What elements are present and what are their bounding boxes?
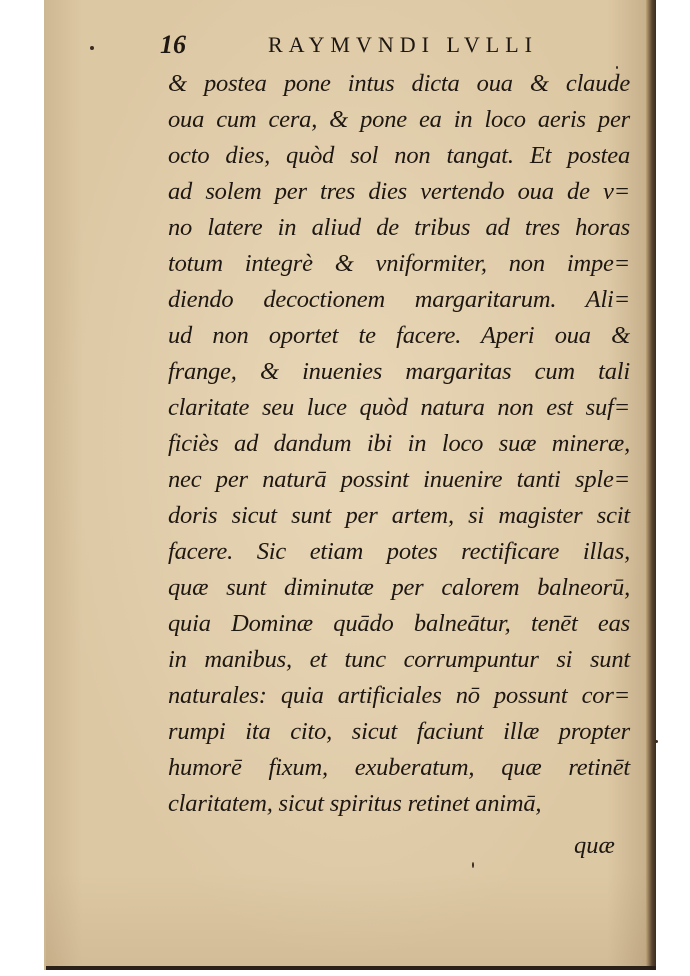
text-line: no latere in aliud de tribus ad tres horas	[168, 214, 630, 241]
text-line: quæ sunt diminutæ per calorem balneorū,	[168, 574, 630, 601]
text-line: claritatem, sicut spiritus retinet animā,	[168, 790, 542, 817]
binding-gutter	[646, 0, 656, 970]
running-head: RAYMVNDI LVLLI	[268, 32, 538, 57]
text-line: diendo decoctionem margaritarum. Ali=	[168, 286, 630, 313]
text-line: & postea pone intus dicta oua & claude	[168, 70, 630, 97]
text-line: rumpi ita cito, sicut faciunt illæ propter	[168, 718, 630, 745]
page-bottom-edge	[46, 966, 656, 970]
page-number: 16	[160, 30, 186, 59]
text-line: frange, & inuenies margaritas cum tali	[168, 358, 630, 385]
text-line: quia Dominæ quādo balneātur, tenēt eas	[168, 610, 630, 637]
ink-speck	[472, 862, 474, 868]
text-line: ficiès ad dandum ibi in loco suæ mineræ,	[168, 430, 630, 457]
text-line: ud non oportet te facere. Aperi oua &	[168, 322, 630, 349]
ink-speck	[90, 46, 94, 50]
text-line: octo dies, quòd sol non tangat. Et postea	[168, 142, 630, 169]
text-line: nec per naturā possint inuenire tanti sple=	[168, 466, 630, 493]
text-line: ad solem per tres dies vertendo oua de v=	[168, 178, 630, 205]
body-text	[168, 66, 630, 822]
text-line: doris sicut sunt per artem, si magister scit	[168, 502, 630, 529]
ink-speck	[655, 740, 658, 743]
text-line: oua cum cera, & pone ea in loco aeris per	[168, 106, 630, 133]
text-line: naturales: quia artificiales nō possunt cor=	[168, 682, 630, 709]
text-line: totum integrè & vniformiter, non impe=	[168, 250, 630, 277]
text-line: humorē fixum, exuberatum, quæ retinēt	[168, 754, 630, 781]
page-header	[120, 30, 590, 66]
text-line: facere. Sic etiam potes rectificare illas,	[168, 538, 630, 565]
catchword: quæ	[574, 832, 615, 859]
text-line: in manibus, et tunc corrumpuntur si sunt	[168, 646, 630, 673]
text-line: claritate seu luce quòd natura non est suf=	[168, 394, 630, 421]
